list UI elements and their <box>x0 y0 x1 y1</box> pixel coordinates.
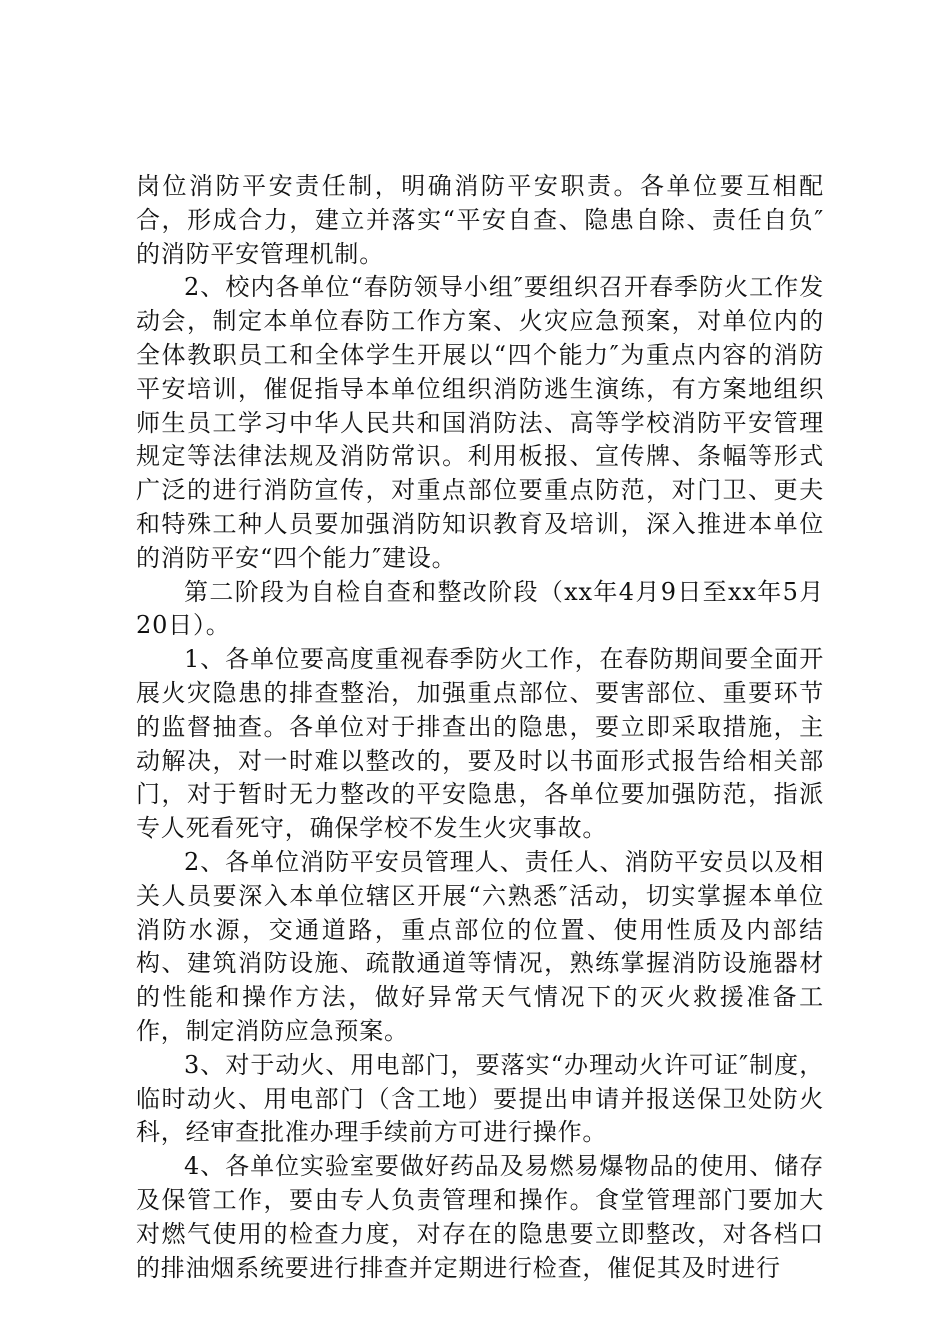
paragraph-item-2-spring-prevention: 2、校内各单位“春防领导小组″要组织召开春季防火工作发动会，制定本单位春防工作方案、火灾应急预案，对单位内的全体教职员工和全体学生开展以“四个能力″为重点内容的消防平安培训，催促指导本单位组织消防逃生演练，有方案地组织师生员工学习中华人民共和国消防法、高等学校消防平安管理规定等法律法规及消防常识。利用板报、宣传牌、条幅等形式广泛的进行消防宣传，对重点部位要重点防范，对门卫、更夫和特殊工种人员要加强消防知识教育及培训，深入推进本单位的消防平安“四个能力″建设。 <box>136 273 824 572</box>
paragraph-stage-two-heading: 第二阶段为自检自查和整改阶段（xx年4月9日至xx年5月20日）。 <box>136 577 824 640</box>
document-body <box>136 170 824 1285</box>
paragraph-item-1-inspection: 1、各单位要高度重视春季防火工作，在春防期间要全面开展火灾隐患的排查整治，加强重点部位、要害部位、重要环节的监督抽查。各单位对于排查出的隐患，要立即采取措施，主动解决，对一时难以整改的，要及时以书面形式报告给相关部门，对于暂时无力整改的平安隐患，各单位要加强防范，指派专人死看死守，确保学校不发生火灾事故。 <box>136 645 824 843</box>
paragraph-item-4-laboratory: 4、各单位实验室要做好药品及易燃易爆物品的使用、储存及保管工作，要由专人负责管理和操作。食堂管理部门要加大对燃气使用的检查力度，对存在的隐患要立即整改，对各档口的排油烟系统要进行排查并定期进行检查，催促其及时进行 <box>136 1152 824 1282</box>
paragraph-item-3-fire-permit: 3、对于动火、用电部门，要落实“办理动火许可证″制度，临时动火、用电部门（含工地）要提出申请并报送保卫处防火科，经审查批准办理手续前方可进行操作。 <box>136 1050 824 1147</box>
paragraph-continuation: 岗位消防平安责任制，明确消防平安职责。各单位要互相配合，形成合力，建立并落实“平安自查、隐患自除、责任自负″的消防平安管理机制。 <box>136 172 824 268</box>
paragraph-item-2-six-familiar: 2、各单位消防平安员管理人、责任人、消防平安员以及相关人员要深入本单位辖区开展“六熟悉″活动，切实掌握本单位消防水源，交通道路，重点部位的位置、使用性质及内部结构、建筑消防设施、疏散通道等情况，熟练掌握消防设施器材的性能和操作方法，做好异常天气情况下的灭火救援准备工作，制定消防应急预案。 <box>136 847 824 1045</box>
